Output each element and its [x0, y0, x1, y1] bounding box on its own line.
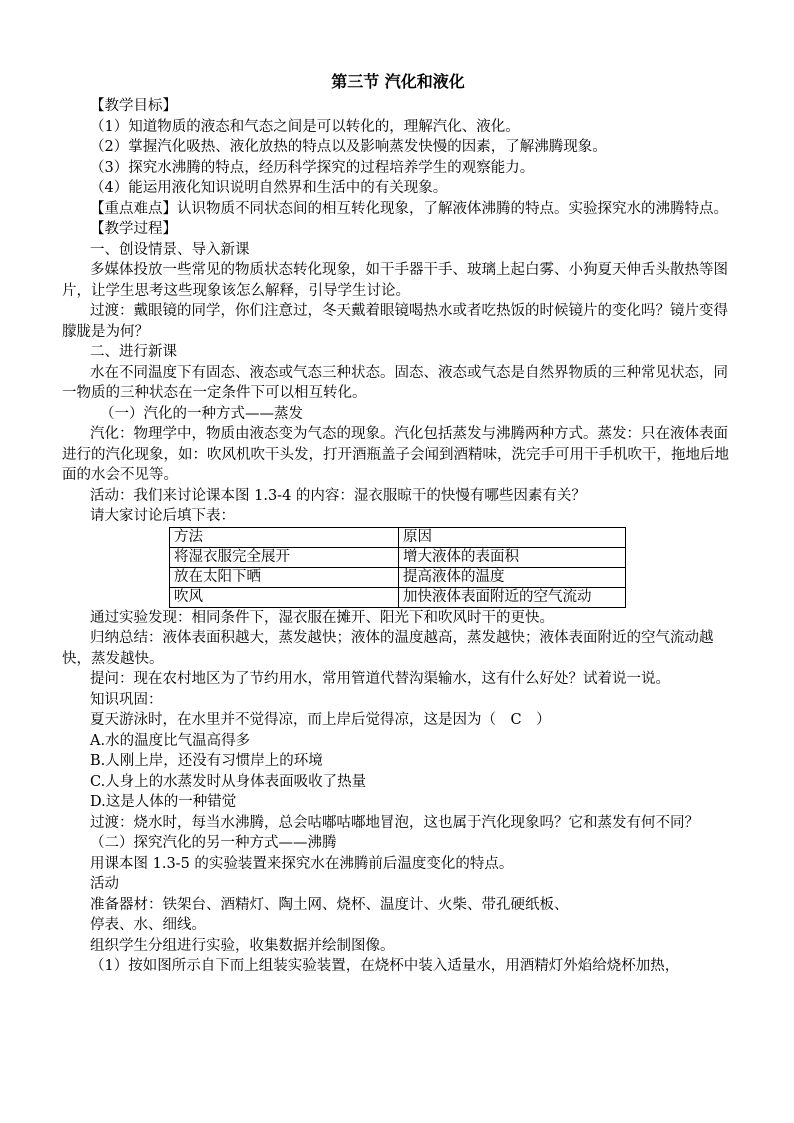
evaporation-factors-table: [169, 527, 626, 608]
table-header-row: [170, 527, 626, 547]
answer-option: B.人刚上岸，还没有习惯岸上的环境: [90, 753, 323, 769]
objective-item: （3）探究水沸腾的特点，经历科学探究的过程培养学生的观察能力。: [90, 159, 535, 176]
step-item: （1）按如图所示自下而上组装实验装置，在烧杯中装入适量水，用酒精灯外焰给烧杯加热，: [90, 958, 680, 974]
objective-item: （2）掌握汽化吸热、液化放热的特点以及影响蒸发快慢的因素，了解沸腾现象。: [90, 139, 607, 155]
paragraph: 汽化：物理学中，物质由液态变为气态的现象。汽化包括蒸发与沸腾两种方式。蒸发：只在液体表面进行的汽化现象，如：吹风机吹干头发，打开酒瓶盖子会闻到酒精味，洗完手可用干手机吹干，拖地后地面的水会不见等。: [62, 426, 729, 483]
paragraph: 归纳总结：液体表面积越大，蒸发越快；液体的温度越高，蒸发越快；液体表面附近的空气流动越快，蒸发越快。: [62, 630, 714, 667]
key-points-paragraph: 【重点难点】认识物质不同状态间的相互转化现象，了解液体沸腾的特点。实验探究水的沸腾特点。: [90, 200, 728, 217]
table-cell: 提高液体的温度: [399, 567, 626, 587]
paragraph: 组织学生分组进行实验，收集数据并绘制图像。: [90, 937, 395, 954]
materials-line: 停表、水、细线。: [90, 917, 206, 933]
paragraph: 提问：现在农村地区为了节约用水，常用管道代替沟渠输水，这有什么好处？试着说一说。: [90, 671, 670, 687]
table-cell: 放在太阳下晒: [170, 567, 399, 587]
objective-item: （1）知道物质的液态和气态之间是可以转化的，理解汽化、液化。: [90, 118, 520, 135]
section-heading: 一、创设情景、导入新课: [90, 241, 250, 258]
objectives-heading: 【教学目标】: [90, 98, 177, 114]
activity-label: 活动: [90, 876, 119, 892]
paragraph: 请大家讨论后填下表：: [90, 508, 235, 524]
answer-option: C.人身上的水蒸发时从身体表面吸收了热量: [90, 773, 367, 790]
paragraph: 通过实验发现：相同条件下，湿衣服在摊开、阳光下和吹风时干的更快。: [90, 609, 554, 626]
section-heading: 二、进行新课: [90, 344, 177, 360]
table-header-cell: 方法: [170, 527, 399, 547]
table-row: [170, 547, 626, 567]
table-cell: 吹风: [170, 587, 399, 607]
paragraph: 活动：我们来讨论课本图 1.3-4 的内容：湿衣服晾干的快慢有哪些因素有关？: [90, 487, 586, 504]
paragraph: 水在不同温度下有固态、液态或气态三种状态。固态、液态或气态是自然界物质的三种常见状态，同一物质的三种状态在一定条件下可以相互转化。: [62, 364, 728, 401]
paragraph: 过渡：烧水时，每当水沸腾，总会咕嘟咕嘟地冒泡，这也属于汽化现象吗？它和蒸发有何不同？: [90, 814, 699, 831]
subsection-heading: （二）探究汽化的另一种方式——沸腾: [90, 835, 337, 851]
table-cell: 将湿衣服完全展开: [170, 547, 399, 567]
materials-line: 准备器材：铁架台、酒精灯、陶土网、烧杯、温度计、火柴、带孔硬纸板、: [90, 896, 569, 913]
answer-option: D.这是人体的一种错觉: [90, 794, 237, 810]
document-body: [62, 70, 734, 977]
table-row: [170, 587, 626, 607]
consolidation-heading: 知识巩固：: [90, 691, 163, 708]
table-cell: 增大液体的表面积: [399, 547, 626, 567]
subsection-heading: （一）汽化的一种方式——蒸发: [100, 405, 303, 422]
question-text: 夏天游泳时，在水里并不觉得凉，而上岸后觉得凉，这是因为（ C ）: [90, 712, 551, 728]
table-row: [170, 567, 626, 587]
paragraph: 过渡：戴眼镜的同学，你们注意过，冬天戴着眼镜喝热水或者吃热饭的时候镜片的变化吗？镜片变得朦胧是为何？: [62, 303, 728, 340]
table-cell: 加快液体表面附近的空气流动: [399, 587, 626, 607]
page-title: 第三节 汽化和液化: [331, 72, 465, 91]
objective-item: （4）能运用液化知识说明自然界和生活中的有关现象。: [90, 180, 448, 196]
table-header-cell: 原因: [399, 527, 626, 547]
paragraph: 多媒体投放一些常见的物质状态转化现象，如干手器干手、玻璃上起白雾、小狗夏天伸舌头散热等图片，让学生思考这些现象该怎么解释，引导学生讨论。: [62, 262, 728, 299]
paragraph: 用课本图 1.3-5 的实验装置来探究水在沸腾前后温度变化的特点。: [90, 855, 514, 872]
answer-option: A.水的温度比气温高得多: [90, 732, 251, 749]
process-heading: 【教学过程】: [90, 221, 177, 237]
